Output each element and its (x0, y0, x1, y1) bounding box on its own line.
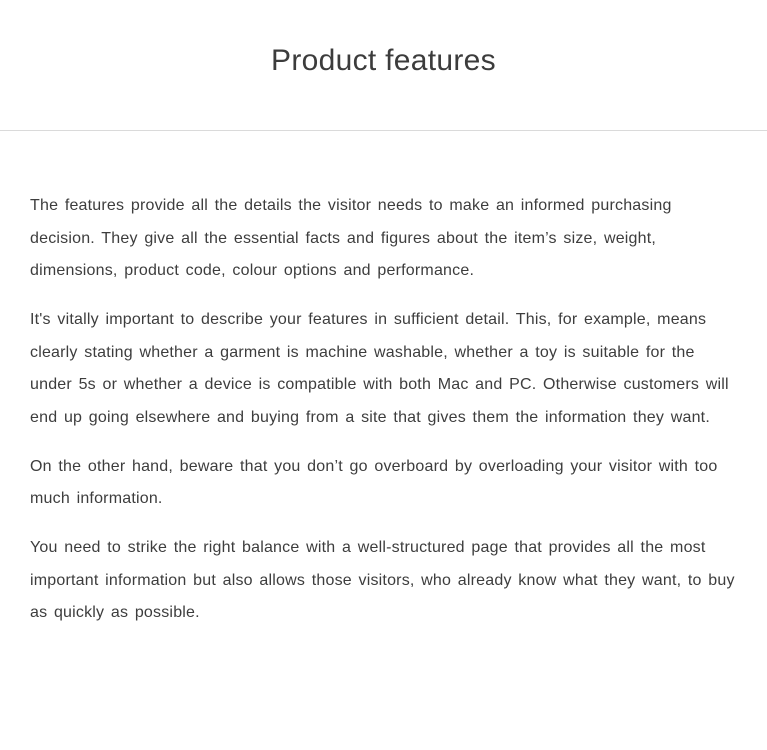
article-body (0, 131, 767, 750)
page-header (0, 0, 767, 130)
paragraph: On the other hand, beware that you don’t go overboard by overloading your visitor with too much information. (30, 457, 718, 507)
paragraph: You need to strike the right balance with a well-structured page that provides all the most important information but also allows those visitors, who already know what they want, to buy as quickly as possible. (30, 539, 735, 621)
paragraph: The features provide all the details the visitor needs to make an informed purchasing decision. They give all the essential facts and figures about the item’s size, weight, dimensions, product code, colour options and performance. (30, 197, 672, 279)
paragraph: It's vitally important to describe your features in sufficient detail. This, for example, means clearly stating whether a garment is machine washable, whether a toy is suitable for the under 5s or whether a device is compatible with both Mac and PC. Otherwise customers will end up going elsewhere and buying from a site that gives them the information they want. (30, 311, 729, 426)
page-title: Product features (271, 44, 496, 77)
